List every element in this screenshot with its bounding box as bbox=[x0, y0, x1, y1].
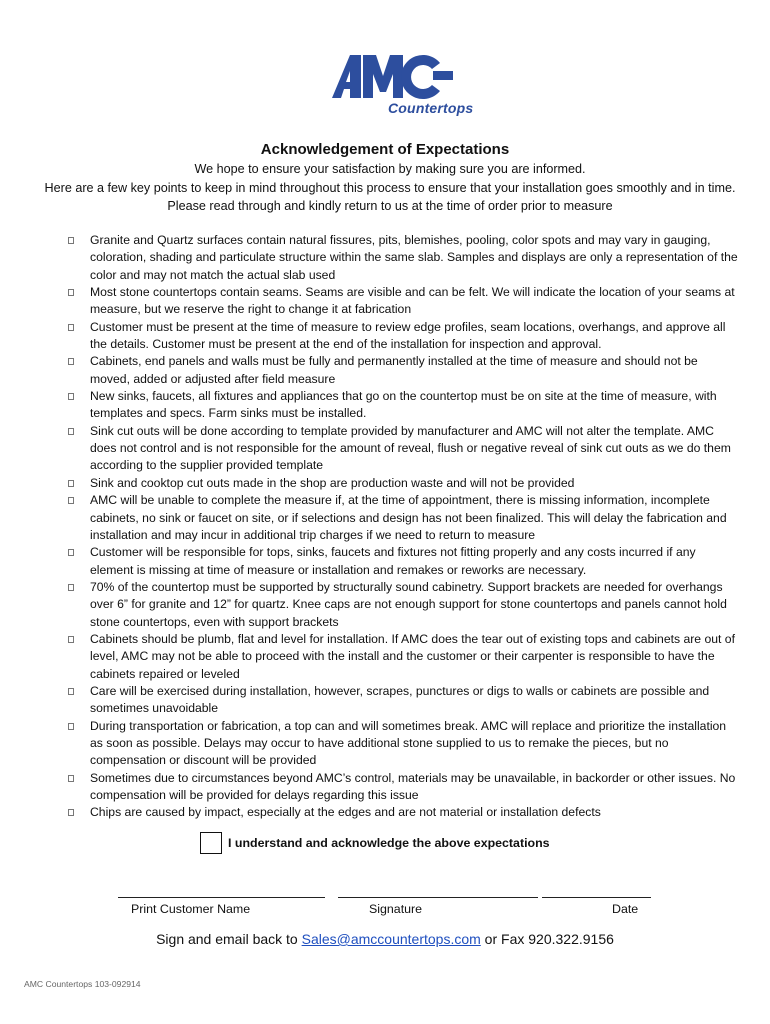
checkbox-bullet-icon bbox=[68, 393, 74, 400]
checkbox-bullet-icon bbox=[68, 636, 74, 643]
customer-name-label: Print Customer Name bbox=[131, 902, 251, 916]
checkbox-bullet-icon bbox=[68, 428, 74, 435]
intro-text bbox=[40, 160, 740, 216]
contact-line bbox=[0, 931, 770, 947]
logo-subtitle: Countertops bbox=[388, 100, 474, 116]
list-item: Cabinets should be plumb, flat and level for installation. If AMC does the tear out of existing tops and cabinets are out of level, AMC may not be able to proceed with the install and the customer or their carpenter is responsible to have the cabinets repaired or leveled bbox=[68, 631, 740, 683]
checkbox-bullet-icon bbox=[68, 809, 74, 816]
checkbox-bullet-icon bbox=[68, 480, 74, 487]
list-item: Chips are caused by impact, especially at the edges and are not material or installation defects bbox=[68, 804, 740, 821]
list-item: During transportation or fabrication, a top can and will sometimes break. AMC will replace and prioritize the installation as soon as possible. Delays may occur to have additional stone supplied to us to remake the pieces, but no compensation or discount will be provided bbox=[68, 718, 740, 770]
intro-line-2: Here are a few key points to keep in mind throughout this process to ensure that your installation goes smoothly and in time. Please read through and kindly return to us at the time of order prior to measure bbox=[44, 180, 736, 213]
list-item: Customer will be responsible for tops, sinks, faucets and fixtures not fitting properly and any costs incurred if any element is missing at time of measure or installation and remakes or reworks are necessary. bbox=[68, 544, 740, 579]
checkbox-bullet-icon bbox=[68, 723, 74, 730]
list-item: 70% of the countertop must be supported by structurally sound cabinetry. Support brackets are needed for overhangs over 6” for granite and 12” for quartz. Knee caps are not enough support for stone countertops and panels cannot hold stone countertops, even with support brackets bbox=[68, 579, 740, 631]
customer-name-line[interactable] bbox=[118, 897, 325, 898]
list-item: Care will be exercised during installation, however, scrapes, punctures or digs to walls or cabinets are possible and sometimes unavoidable bbox=[68, 683, 740, 718]
signature-line[interactable] bbox=[338, 897, 538, 898]
list-item: Granite and Quartz surfaces contain natural fissures, pits, blemishes, pooling, color spots and may vary in gauging, coloration, shading and particulate structure within the same slab. Samples and displays are only a representation of the color and may not match the actual slab used bbox=[68, 232, 740, 284]
contact-prefix: Sign and email back to bbox=[156, 931, 302, 947]
checkbox-bullet-icon bbox=[68, 688, 74, 695]
intro-line-1: We hope to ensure your satisfaction by making sure you are informed. bbox=[194, 162, 586, 176]
checkbox-bullet-icon bbox=[68, 584, 74, 591]
checkbox-bullet-icon bbox=[68, 549, 74, 556]
checkbox-bullet-icon bbox=[68, 358, 74, 365]
list-item: Most stone countertops contain seams. Seams are visible and can be felt. We will indicate the location of your seams at measure, but we reserve the right to change it at fabrication bbox=[68, 284, 740, 319]
list-item: New sinks, faucets, all fixtures and appliances that go on the countertop must be on site at the time of measure, with templates and specs. Farm sinks must be installed. bbox=[68, 388, 740, 423]
expectations-list bbox=[68, 232, 740, 822]
list-item: AMC will be unable to complete the measure if, at the time of appointment, there is missing information, incomplete cabinets, no sink or faucet on site, or if selections and design has not been finalized. This will delay the fabrication and installation and may incur in additional trip charges if we need to return to measure bbox=[68, 492, 740, 544]
list-item: Sink cut outs will be done according to template provided by manufacturer and AMC will not alter the template. AMC does not control and is not responsible for the amount of reveal, flush or negative reveal of sink cut outs as we do them according to the supplier provided template bbox=[68, 423, 740, 475]
checkbox-bullet-icon bbox=[68, 289, 74, 296]
checkbox-bullet-icon bbox=[68, 497, 74, 504]
date-line[interactable] bbox=[542, 897, 651, 898]
checkbox-bullet-icon bbox=[68, 775, 74, 782]
email-link[interactable]: Sales@amccountertops.com bbox=[301, 931, 481, 947]
list-item: Customer must be present at the time of measure to review edge profiles, seam locations, overhangs, and approve all the details. Customer must be present at the end of the installation for inspection and approval. bbox=[68, 319, 740, 354]
footer-text: AMC Countertops 103-092914 bbox=[24, 979, 141, 989]
contact-suffix: or Fax 920.322.9156 bbox=[480, 931, 614, 947]
acknowledgement-row bbox=[200, 830, 550, 856]
checkbox-bullet-icon bbox=[68, 237, 74, 244]
list-item: Sink and cooktop cut outs made in the shop are production waste and will not be provided bbox=[68, 475, 740, 492]
date-label: Date bbox=[612, 902, 639, 916]
page-title: Acknowledgement of Expectations bbox=[260, 141, 510, 158]
signature-label: Signature bbox=[369, 902, 423, 916]
checkbox-bullet-icon bbox=[68, 324, 74, 331]
list-item: Sometimes due to circumstances beyond AMC’s control, materials may be unavailable, in backorder or other issues. No compensation will be provided for delays regarding this issue bbox=[68, 770, 740, 805]
list-item: Cabinets, end panels and walls must be fully and permanently installed at the time of measure and should not be moved, added or adjusted after field measure bbox=[68, 353, 740, 388]
acknowledge-checkbox[interactable] bbox=[200, 832, 222, 854]
acknowledge-label: I understand and acknowledge the above expectations bbox=[228, 836, 550, 850]
